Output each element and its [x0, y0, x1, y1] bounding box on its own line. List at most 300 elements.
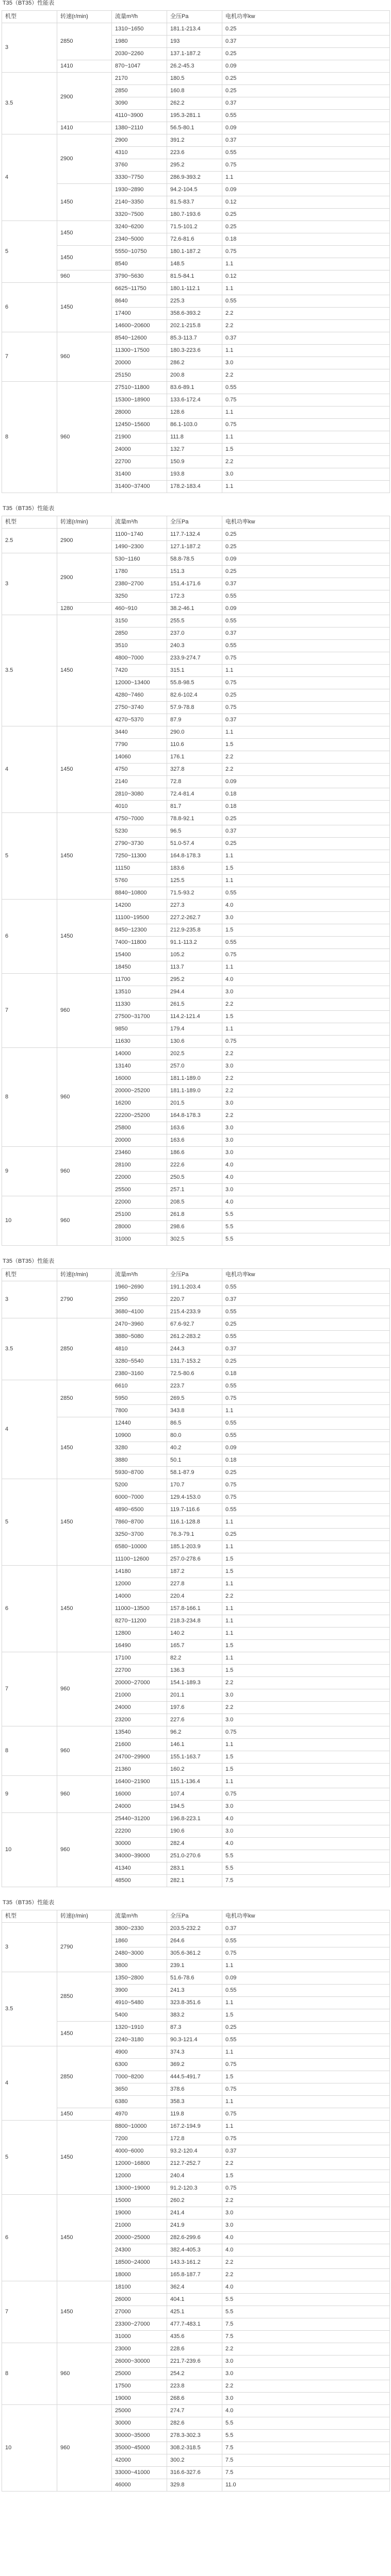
power-cell: 0.25	[222, 566, 390, 578]
speed-cell: 2900	[57, 73, 112, 122]
speed-cell: 1450	[57, 615, 112, 726]
airflow-cell: 4310	[112, 147, 167, 159]
table-row	[2, 1147, 390, 1159]
power-cell: 1.1	[222, 406, 390, 419]
airflow-cell: 24300	[112, 2244, 167, 2257]
spec-page	[2, 0, 389, 2492]
pressure-cell: 57.9-78.8	[167, 702, 222, 714]
pressure-cell: 327.8	[167, 764, 222, 776]
airflow-cell: 2340~5000	[112, 233, 167, 246]
pressure-cell: 185.1-203.9	[167, 1541, 222, 1553]
pressure-cell: 244.3	[167, 1343, 222, 1355]
table-row	[2, 246, 390, 258]
airflow-cell: 4010	[112, 801, 167, 813]
airflow-cell: 2850	[112, 628, 167, 640]
airflow-cell: 21600	[112, 1739, 167, 1751]
power-cell: 0.55	[222, 295, 390, 308]
power-cell: 0.37	[222, 1343, 390, 1355]
power-cell: 5.5	[222, 1209, 390, 1221]
pressure-cell: 260.2	[167, 2195, 222, 2207]
pressure-cell: 274.7	[167, 2405, 222, 2417]
airflow-cell: 21360	[112, 1764, 167, 1776]
pressure-cell: 125.5	[167, 875, 222, 887]
airflow-cell: 33000~41000	[112, 2467, 167, 2479]
power-cell: 0.55	[222, 1281, 390, 1294]
power-cell: 2.2	[222, 2257, 390, 2269]
airflow-cell: 25440~31200	[112, 1813, 167, 1825]
speed-cell: 1450	[57, 1417, 112, 1479]
airflow-cell: 8840~10800	[112, 887, 167, 900]
model-cell: 3	[2, 1281, 57, 1318]
speed-cell: 1410	[57, 60, 112, 73]
airflow-cell: 15000	[112, 2195, 167, 2207]
power-cell: 2.2	[222, 2195, 390, 2207]
column-header: 全压Pa	[167, 11, 222, 23]
table-row	[2, 1566, 390, 1578]
airflow-cell: 2810~3080	[112, 788, 167, 801]
pressure-cell: 119.7-116.6	[167, 1504, 222, 1516]
power-cell: 3.0	[222, 357, 390, 369]
model-cell: 3	[2, 23, 57, 73]
power-cell: 1.1	[222, 1603, 390, 1615]
airflow-cell: 31400~37400	[112, 481, 167, 493]
airflow-cell: 15400	[112, 949, 167, 961]
power-cell: 5.5	[222, 1221, 390, 1233]
power-cell: 4.0	[222, 2281, 390, 2294]
power-cell: 1.1	[222, 1960, 390, 1972]
airflow-cell: 11100~19500	[112, 912, 167, 924]
power-cell: 1.1	[222, 2121, 390, 2133]
pressure-cell: 78.8-92.1	[167, 813, 222, 825]
pressure-cell: 83.6-89.1	[167, 382, 222, 394]
pressure-cell: 72.8	[167, 776, 222, 788]
power-cell: 1.5	[222, 2009, 390, 2022]
power-cell: 0.37	[222, 714, 390, 726]
power-cell: 3.0	[222, 1147, 390, 1159]
power-cell: 3.0	[222, 1097, 390, 1110]
pressure-cell: 180.5	[167, 73, 222, 85]
airflow-cell: 7800	[112, 1405, 167, 1417]
power-cell: 0.55	[222, 640, 390, 652]
airflow-cell: 25500	[112, 1184, 167, 1196]
airflow-cell: 27510~11800	[112, 382, 167, 394]
power-cell: 1.1	[222, 875, 390, 887]
pressure-cell: 221.7-239.6	[167, 2355, 222, 2368]
pressure-cell: 227.8	[167, 1578, 222, 1590]
airflow-cell: 2950	[112, 1294, 167, 1306]
speed-cell: 960	[57, 1652, 112, 1726]
power-cell: 0.25	[222, 1529, 390, 1541]
airflow-cell: 4810	[112, 1343, 167, 1355]
power-cell: 1.1	[222, 1739, 390, 1751]
pressure-cell: 261.8	[167, 1209, 222, 1221]
power-cell: 0.37	[222, 332, 390, 345]
column-header: 电机功率kw	[222, 516, 390, 529]
performance-table	[2, 516, 390, 1246]
airflow-cell: 4890~6500	[112, 1504, 167, 1516]
airflow-cell: 23000	[112, 2343, 167, 2355]
airflow-cell: 2900	[112, 134, 167, 147]
pressure-cell: 233.9-274.7	[167, 652, 222, 665]
airflow-cell: 2470~3960	[112, 1318, 167, 1331]
power-cell: 5.5	[222, 1850, 390, 1862]
airflow-cell: 11300~17500	[112, 345, 167, 357]
airflow-cell: 25800	[112, 1122, 167, 1134]
pressure-cell: 374.3	[167, 2046, 222, 2059]
airflow-cell: 7420	[112, 665, 167, 677]
airflow-cell: 42000	[112, 2454, 167, 2467]
model-cell: 10	[2, 1813, 57, 1887]
pressure-cell: 160.2	[167, 1764, 222, 1776]
airflow-cell: 1320~1910	[112, 2022, 167, 2034]
power-cell: 0.75	[222, 1479, 390, 1492]
power-cell: 1.1	[222, 345, 390, 357]
airflow-cell: 3800	[112, 1960, 167, 1972]
power-cell: 0.37	[222, 628, 390, 640]
speed-cell: 1450	[57, 283, 112, 332]
airflow-cell: 4750	[112, 764, 167, 776]
speed-cell: 2790	[57, 1281, 112, 1318]
table-row	[2, 1281, 390, 1294]
pressure-cell: 241.4	[167, 2207, 222, 2219]
pressure-cell: 85.3-113.7	[167, 332, 222, 345]
airflow-cell: 6000~7000	[112, 1492, 167, 1504]
power-cell: 0.18	[222, 233, 390, 246]
table-row	[2, 1726, 390, 1739]
table-row	[2, 1972, 390, 1985]
pressure-cell: 227.3	[167, 900, 222, 912]
table-row	[2, 184, 390, 196]
power-cell: 0.09	[222, 184, 390, 196]
table-row	[2, 1652, 390, 1665]
power-cell: 5.5	[222, 2417, 390, 2430]
header-row	[2, 1269, 390, 1281]
pressure-cell: 72.5-80.6	[167, 1368, 222, 1380]
airflow-cell: 20000~27000	[112, 1677, 167, 1689]
airflow-cell: 1100~1740	[112, 529, 167, 541]
airflow-cell: 4910~5480	[112, 1997, 167, 2009]
pressure-cell: 343.8	[167, 1405, 222, 1417]
pressure-cell: 87.3	[167, 2022, 222, 2034]
pressure-cell: 286.2	[167, 357, 222, 369]
pressure-cell: 362.4	[167, 2281, 222, 2294]
pressure-cell: 94.2-104.5	[167, 184, 222, 196]
power-cell: 2.2	[222, 1073, 390, 1085]
pressure-cell: 269.5	[167, 1393, 222, 1405]
pressure-cell: 378.6	[167, 2083, 222, 2096]
table-row	[2, 553, 390, 566]
airflow-cell: 12440	[112, 1417, 167, 1430]
speed-cell: 2850	[57, 1972, 112, 2022]
airflow-cell: 5400	[112, 2009, 167, 2022]
power-cell: 0.75	[222, 2133, 390, 2145]
table-row	[2, 2121, 390, 2133]
power-cell: 3.0	[222, 912, 390, 924]
power-cell: 4.0	[222, 2405, 390, 2417]
airflow-cell: 28000	[112, 406, 167, 419]
speed-cell: 960	[57, 1048, 112, 1147]
airflow-cell: 3280	[112, 1442, 167, 1454]
airflow-cell: 4270~5370	[112, 714, 167, 726]
model-cell: 3.5	[2, 1318, 57, 1380]
power-cell: 0.25	[222, 1467, 390, 1479]
table-row	[2, 1048, 390, 1060]
power-cell: 3.0	[222, 2393, 390, 2405]
pressure-cell: 86.1-103.0	[167, 419, 222, 431]
power-cell: 2.2	[222, 998, 390, 1011]
table-row	[2, 2343, 390, 2355]
power-cell: 5.5	[222, 2306, 390, 2318]
model-cell: 7	[2, 974, 57, 1048]
power-cell: 3.0	[222, 986, 390, 998]
pressure-cell: 86.5	[167, 1417, 222, 1430]
pressure-cell: 181.1-189.0	[167, 1085, 222, 1097]
pressure-cell: 282.6-299.6	[167, 2232, 222, 2244]
pressure-cell: 110.6	[167, 739, 222, 751]
pressure-cell: 91.2-120.3	[167, 2182, 222, 2195]
pressure-cell: 383.2	[167, 2009, 222, 2022]
airflow-cell: 1380~2110	[112, 122, 167, 134]
power-cell: 1.5	[222, 1011, 390, 1023]
pressure-cell: 51.6-78.6	[167, 1972, 222, 1985]
pressure-cell: 261.5	[167, 998, 222, 1011]
airflow-cell: 6625~11750	[112, 283, 167, 295]
airflow-cell: 12000~16800	[112, 2158, 167, 2170]
pressure-cell: 425.1	[167, 2306, 222, 2318]
pressure-cell: 255.5	[167, 615, 222, 628]
airflow-cell: 2240~3180	[112, 2034, 167, 2046]
airflow-cell: 7790	[112, 739, 167, 751]
pressure-cell: 111.8	[167, 431, 222, 444]
pressure-cell: 329.8	[167, 2479, 222, 2492]
pressure-cell: 290.0	[167, 726, 222, 739]
power-cell: 0.55	[222, 110, 390, 122]
pressure-cell: 220.4	[167, 1590, 222, 1603]
pressure-cell: 308.2-318.5	[167, 2442, 222, 2454]
power-cell: 0.25	[222, 85, 390, 97]
pressure-cell: 133.6-172.4	[167, 394, 222, 406]
airflow-cell: 10900	[112, 1430, 167, 1442]
power-cell: 0.25	[222, 2022, 390, 2034]
power-cell: 1.1	[222, 961, 390, 974]
model-cell: 5	[2, 2121, 57, 2195]
power-cell: 0.09	[222, 122, 390, 134]
airflow-cell: 48500	[112, 1875, 167, 1887]
power-cell: 2.2	[222, 1110, 390, 1122]
pressure-cell: 170.7	[167, 1479, 222, 1492]
speed-cell: 1450	[57, 2108, 112, 2121]
pressure-cell: 38.2-46.1	[167, 603, 222, 615]
power-cell: 0.75	[222, 159, 390, 172]
power-cell: 0.18	[222, 788, 390, 801]
pressure-cell: 222.6	[167, 1159, 222, 1172]
airflow-cell: 11330	[112, 998, 167, 1011]
airflow-cell: 3900	[112, 1985, 167, 1997]
airflow-cell: 1310~1650	[112, 23, 167, 36]
speed-cell: 960	[57, 1813, 112, 1887]
power-cell: 1.1	[222, 1615, 390, 1628]
pressure-cell: 283.1	[167, 1862, 222, 1875]
speed-cell: 960	[57, 1196, 112, 1246]
power-cell: 0.18	[222, 801, 390, 813]
table-row	[2, 974, 390, 986]
airflow-cell: 16400~21900	[112, 1776, 167, 1788]
airflow-cell: 20000~25200	[112, 1085, 167, 1097]
airflow-cell: 5200	[112, 1479, 167, 1492]
speed-cell: 1450	[57, 1566, 112, 1652]
model-cell: 6	[2, 1566, 57, 1652]
airflow-cell: 26000~30000	[112, 2355, 167, 2368]
column-header: 流量m³/h	[112, 11, 167, 23]
power-cell: 1.5	[222, 444, 390, 456]
airflow-cell: 8640	[112, 295, 167, 308]
airflow-cell: 20000	[112, 1134, 167, 1147]
airflow-cell: 12000	[112, 1578, 167, 1590]
pressure-cell: 195.3-281.1	[167, 110, 222, 122]
power-cell: 1.5	[222, 1665, 390, 1677]
airflow-cell: 24000	[112, 1702, 167, 1714]
pressure-cell: 391.2	[167, 134, 222, 147]
power-cell: 1.1	[222, 1541, 390, 1553]
table-row	[2, 2195, 390, 2207]
power-cell: 1.1	[222, 1023, 390, 1036]
pressure-cell: 223.7	[167, 1380, 222, 1393]
pressure-cell: 113.7	[167, 961, 222, 974]
airflow-cell: 15300~18900	[112, 394, 167, 406]
airflow-cell: 3440	[112, 726, 167, 739]
table-row	[2, 529, 390, 541]
model-cell: 10	[2, 1196, 57, 1246]
model-cell: 9	[2, 1147, 57, 1196]
table-row	[2, 813, 390, 825]
airflow-cell: 19000	[112, 2393, 167, 2405]
power-cell: 1.1	[222, 172, 390, 184]
airflow-cell: 2140	[112, 776, 167, 788]
power-cell: 3.0	[222, 2355, 390, 2368]
pressure-cell: 197.6	[167, 1702, 222, 1714]
column-header: 机型	[2, 1269, 57, 1281]
airflow-cell: 2170	[112, 73, 167, 85]
pressure-cell: 257.0-278.6	[167, 1553, 222, 1566]
airflow-cell: 4280~7460	[112, 689, 167, 702]
pressure-cell: 282.4	[167, 1838, 222, 1850]
pressure-cell: 154.1-189.3	[167, 1677, 222, 1689]
model-cell: 6	[2, 283, 57, 332]
pressure-cell: 358.3	[167, 2096, 222, 2108]
power-cell: 0.25	[222, 221, 390, 233]
model-cell: 4	[2, 1380, 57, 1479]
airflow-cell: 3240~6200	[112, 221, 167, 233]
airflow-cell: 24000	[112, 1801, 167, 1813]
power-cell: 2.2	[222, 1702, 390, 1714]
power-cell: 7.5	[222, 2442, 390, 2454]
power-cell: 2.2	[222, 1590, 390, 1603]
power-cell: 7.5	[222, 2318, 390, 2331]
power-cell: 2.2	[222, 456, 390, 468]
power-cell: 0.75	[222, 677, 390, 689]
power-cell: 0.25	[222, 813, 390, 825]
table-row	[2, 1417, 390, 1430]
power-cell: 3.0	[222, 1060, 390, 1073]
pressure-cell: 157.8-166.1	[167, 1603, 222, 1615]
power-cell: 0.37	[222, 36, 390, 48]
table-row	[2, 2281, 390, 2294]
power-cell: 0.25	[222, 209, 390, 221]
airflow-cell: 21900	[112, 431, 167, 444]
power-cell: 0.75	[222, 1947, 390, 1960]
pressure-cell: 181.1-189.0	[167, 1073, 222, 1085]
pressure-cell: 81.7	[167, 801, 222, 813]
power-cell: 0.37	[222, 2145, 390, 2158]
pressure-cell: 261.2-283.2	[167, 1331, 222, 1343]
power-cell: 0.75	[222, 2059, 390, 2071]
pressure-cell: 172.8	[167, 2133, 222, 2145]
pressure-cell: 58.8-78.5	[167, 553, 222, 566]
airflow-cell: 6610	[112, 1380, 167, 1393]
pressure-cell: 80.0	[167, 1430, 222, 1442]
pressure-cell: 191.1-203.4	[167, 1281, 222, 1294]
airflow-cell: 22200~25200	[112, 1110, 167, 1122]
pressure-cell: 193.8	[167, 468, 222, 481]
airflow-cell: 2480~3000	[112, 1947, 167, 1960]
airflow-cell: 5550~10750	[112, 246, 167, 258]
pressure-cell: 404.1	[167, 2294, 222, 2306]
pressure-cell: 93.2-120.4	[167, 2145, 222, 2158]
speed-cell: 2900	[57, 134, 112, 184]
power-cell: 4.0	[222, 2244, 390, 2257]
table-row	[2, 60, 390, 73]
pressure-cell: 186.6	[167, 1147, 222, 1159]
speed-cell: 960	[57, 332, 112, 382]
power-cell: 2.2	[222, 751, 390, 764]
speed-cell: 2850	[57, 23, 112, 60]
pressure-cell: 225.3	[167, 295, 222, 308]
power-cell: 1.1	[222, 258, 390, 270]
performance-table-section	[2, 1900, 389, 2492]
power-cell: 1.5	[222, 1640, 390, 1652]
power-cell: 0.75	[222, 1788, 390, 1801]
pressure-cell: 212.9-235.8	[167, 924, 222, 937]
pressure-cell: 82.2	[167, 1652, 222, 1665]
speed-cell: 960	[57, 1147, 112, 1196]
table-caption: T35（BT35）性能表	[3, 1900, 55, 1906]
power-cell: 1.1	[222, 1628, 390, 1640]
airflow-cell: 13540	[112, 1726, 167, 1739]
airflow-cell: 17500	[112, 2380, 167, 2393]
airflow-cell: 46000	[112, 2479, 167, 2492]
airflow-cell: 14180	[112, 1566, 167, 1578]
power-cell: 1.1	[222, 1997, 390, 2009]
airflow-cell: 17100	[112, 1652, 167, 1665]
power-cell: 3.0	[222, 1689, 390, 1702]
pressure-cell: 228.6	[167, 2343, 222, 2355]
power-cell: 2.2	[222, 1677, 390, 1689]
model-cell: 6	[2, 2195, 57, 2281]
table-row	[2, 2022, 390, 2034]
power-cell: 0.55	[222, 1380, 390, 1393]
airflow-cell: 23200	[112, 1714, 167, 1726]
pressure-cell: 278.3-302.3	[167, 2430, 222, 2442]
airflow-cell: 3090	[112, 97, 167, 110]
table-row	[2, 1776, 390, 1788]
power-cell: 7.5	[222, 2454, 390, 2467]
airflow-cell: 8540	[112, 258, 167, 270]
power-cell: 5.5	[222, 2430, 390, 2442]
airflow-cell: 13510	[112, 986, 167, 998]
power-cell: 0.55	[222, 1504, 390, 1516]
power-cell: 1.1	[222, 431, 390, 444]
airflow-cell: 20000	[112, 357, 167, 369]
